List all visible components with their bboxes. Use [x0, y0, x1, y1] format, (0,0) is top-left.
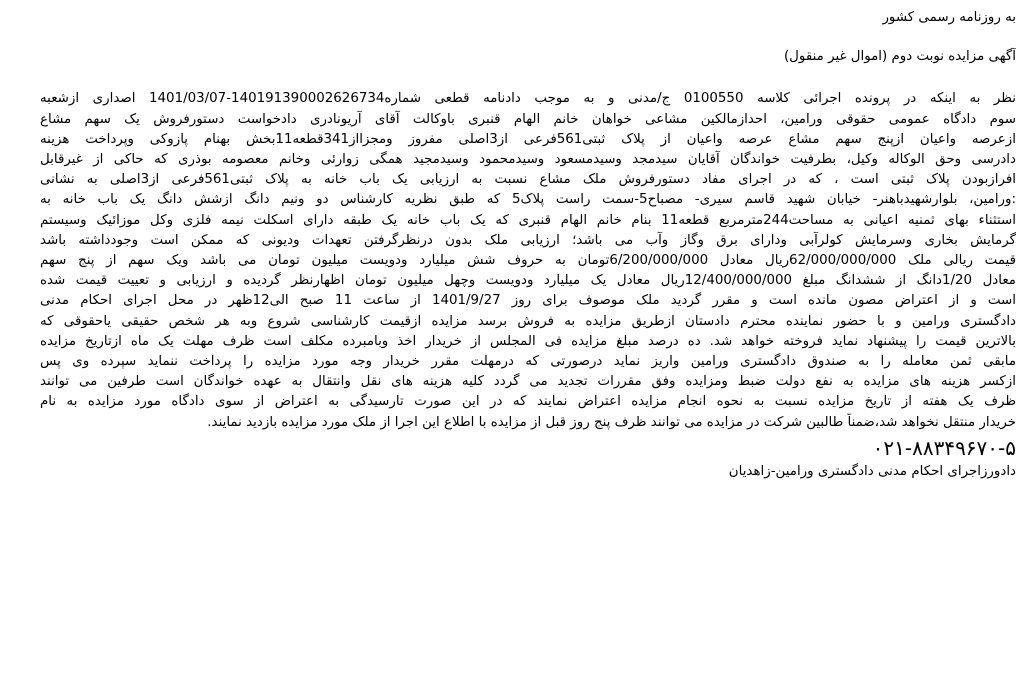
newspaper-name: به روزنامه رسمی کشور [882, 10, 1016, 25]
body-line: دادرسی وحق الوکاله وکیل، بطرفیت خواندگان آقایان سیدمجد وسیدمسعود وسیدمحمود وسیدمجید همگی زوارئی وخانم معصومه بوذری که حاکی از غیرقابل [40, 152, 1016, 168]
body-line: ازکسر هزینه های مزایده به نفع دولت ضبط ومزایده وفق مقررات تجدید می گردد کلیه هزینه های نقل وانتقال به عهده خواندگان است طرفین می توانند [40, 374, 1016, 390]
body-line: نظر به اینکه در پرونده اجرائی کلاسه 0100550 ج/مدنی و به موجب دادنامه قطعی شماره140191390002626734-1401/03/07 اصداری ازشعبه [40, 91, 1016, 107]
body-line: سوم دادگاه عمومی حقوقی ورامین، احدازمالکین مشاعی خواهان خانم الهام قنبری باوکالت آقای آریونادری دادخواست دستورفروش یک سهم مشاع [40, 111, 1016, 127]
body-line: :ورامین، بلوارشهیدباهنر- خیابان شهید قاسم سیری- مصباح5-سمت راست پلاک5 که طبق نظریه کارشناس دو ونیم دانگ ازشش دانگ یک باب خانه به [40, 192, 1016, 208]
body-line: بالاترین قیمت را پیشنهاد نماید فروخته خواهد شد. ده درصد مبلغ مزایده فی المجلس از خریدار اخذ وبامبرده مکلف است ظرف مهلت یک ماه ازتاریخ مزایده [40, 333, 1016, 349]
body-line: استثناء بهای ثمنیه اعیانی به مساحت244مترمربع قطعه11 بنام خانم الهام قنبری که یک باب خانه یک طبقه دارای اسکلت نیمه فلزی وکل موزائیک وسیستم [40, 212, 1016, 228]
body-line: معادل 1/20دانگ از ششدانگ مبلغ 12/400/000/000ریال معادل یک میلیارد ودویست وچهل میلیون تومان اظهارنظر گردیده و ارزیابی و تعییت قیمت شده [40, 273, 1016, 289]
body-line: خریدار منتقل نخواهد شد،ضمناً طالبین شرکت در مزایده می توانند ظرف پنج روز قبل از مزایده با اطلاع این اجرا از ملک مورد مزایده بازدید نمایند. [207, 414, 1016, 430]
body-line: افرازبودن پلاک ثبتی است ، که در اجرای مفاد دستورفروش ملک مشاع نسبت به ارزیابی یک باب خانه به پلاک ثبتی561فرعی از3اصلی به نشانی [40, 172, 1016, 188]
signature-line: دادورزاجرای احکام مدنی دادگستری ورامین-زاهدیان [728, 463, 1016, 479]
body-line: است و از اعتراض مصون مانده است و مقرر گردید ملک موصوف برای روز 1401/9/27 از ساعت 11 صبح الی12ظهر در محل اجرای احکام مدنی [40, 293, 1016, 309]
notice-title: آگهی مزایده نوبت دوم (اموال غیر منقول) [783, 49, 1016, 65]
body-line: گرمایش بخاری وسرمایش کولرآبی ودارای برق وگاز وآب می باشد؛ ارزیابی ملک بدون درنظرگرفتن تعهدات ودیونی که ممکن است وجودداشته باشد [40, 232, 1016, 248]
phone-number: ۰۲۱-۸۸۳۴۹۶۷۰-۵ [872, 435, 1016, 460]
body-line: دادگستری ورامین و با حضور نماینده محترم دادستان ازطریق مزایده به فروش برسد مزایده ازقیمت کارشناسی شروع وبه هر شخص حقیقی یاحقوقی که [40, 313, 1016, 329]
notice-body [40, 89, 1016, 432]
body-line: قیمت ریالی ملک 62/000/000/000ریال معادل 6/200/000/000تومان به حروف شش میلیارد ودویست میلیون تومان می باشد ویک سهم از پنج سهم [40, 253, 1016, 269]
body-line: مابقی ثمن معامله را به صندوق دادگستری ورامین واریز نماید درصورتی که درمهلت مقرر خریدار وجه مورد مزایده را پرداخت ننماید سپرده وی پس [40, 354, 1016, 370]
notice-document [40, 8, 1016, 482]
body-line: ظرف یک هفته از تاریخ مزایده نسبت به نحوه انجام مزایده اعتراض نمایند که در این صورت تارسیدگی به اعتراض از سوی دادگاه مورد مزایده به نام [40, 394, 1016, 410]
body-line: ازعرصه واعیان ازپنج سهم مشاع عرصه واعیان از پلاک ثبتی561فرعی از3اصلی مفروز ومجزااز341قطعه11بخش بهنام پازوکی وپرداخت هزینه [40, 131, 1016, 147]
